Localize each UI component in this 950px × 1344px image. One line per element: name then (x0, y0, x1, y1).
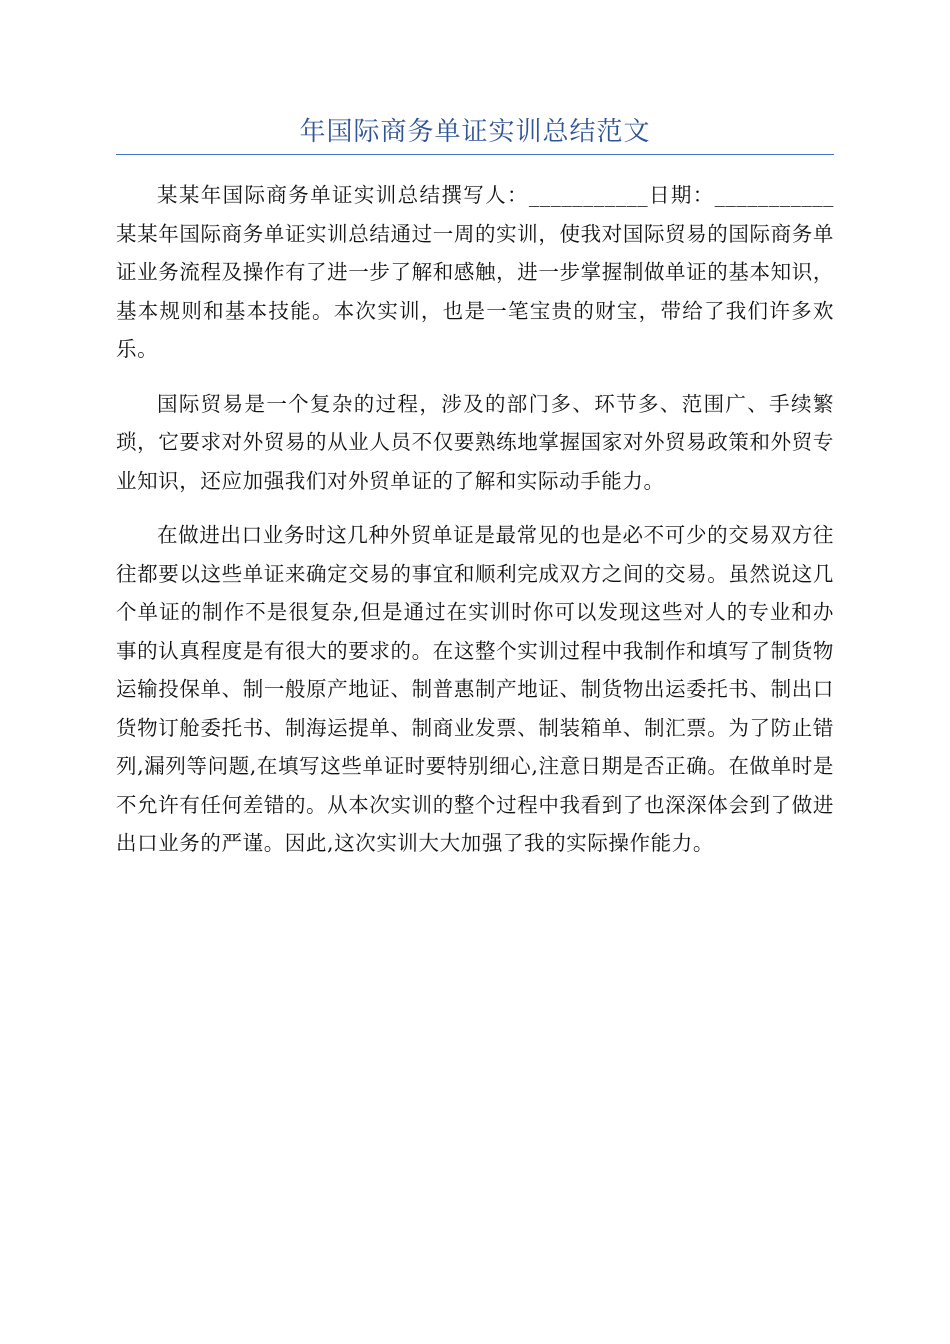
paragraph-documents: 在做进出口业务时这几种外贸单证是最常见的也是必不可少的交易双方往往都要以这些单证来确定交易的事宜和顺利完成双方之间的交易。虽然说这几个单证的制作不是很复杂,但是通过在实训时你可以发现这些对人的专业和办事的认真程度是有很大的要求的。在这整个实训过程中我制作和填写了制货物运输投保单、制一般原产地证、制普惠制产地证、制货物出运委托书、制出口货物订舱委托书、制海运提单、制商业发票、制装箱单、制汇票。为了防止错列,漏列等问题,在填写这些单证时要特别细心,注意日期是否正确。在做单时是不允许有任何差错的。从本次实训的整个过程中我看到了也深深体会到了做进出口业务的严谨。因此,这次实训大大加强了我的实际操作能力。 (116, 523, 834, 855)
document-title: 年国际商务单证实训总结范文 (299, 117, 651, 147)
paragraph-trade: 国际贸易是一个复杂的过程，涉及的部门多、环节多、范围广、手续繁琐，它要求对外贸易的从业人员不仅要熟练地掌握国家对外贸易政策和外贸专业知识，还应加强我们对外贸单证的了解和实际动手能力。 (116, 391, 834, 493)
title-underline (116, 154, 834, 155)
document-body (116, 176, 834, 879)
paragraph-intro: 某某年国际商务单证实训总结撰写人：___________日期：___________某某年国际商务单证实训总结通过一周的实训，使我对国际贸易的国际商务单证业务流程及操作有了进一步了解和感触，进一步掌握制做单证的基本知识，基本规则和基本技能。本次实训，也是一笔宝贵的财宝，带给了我们许多欢乐。 (116, 183, 834, 361)
